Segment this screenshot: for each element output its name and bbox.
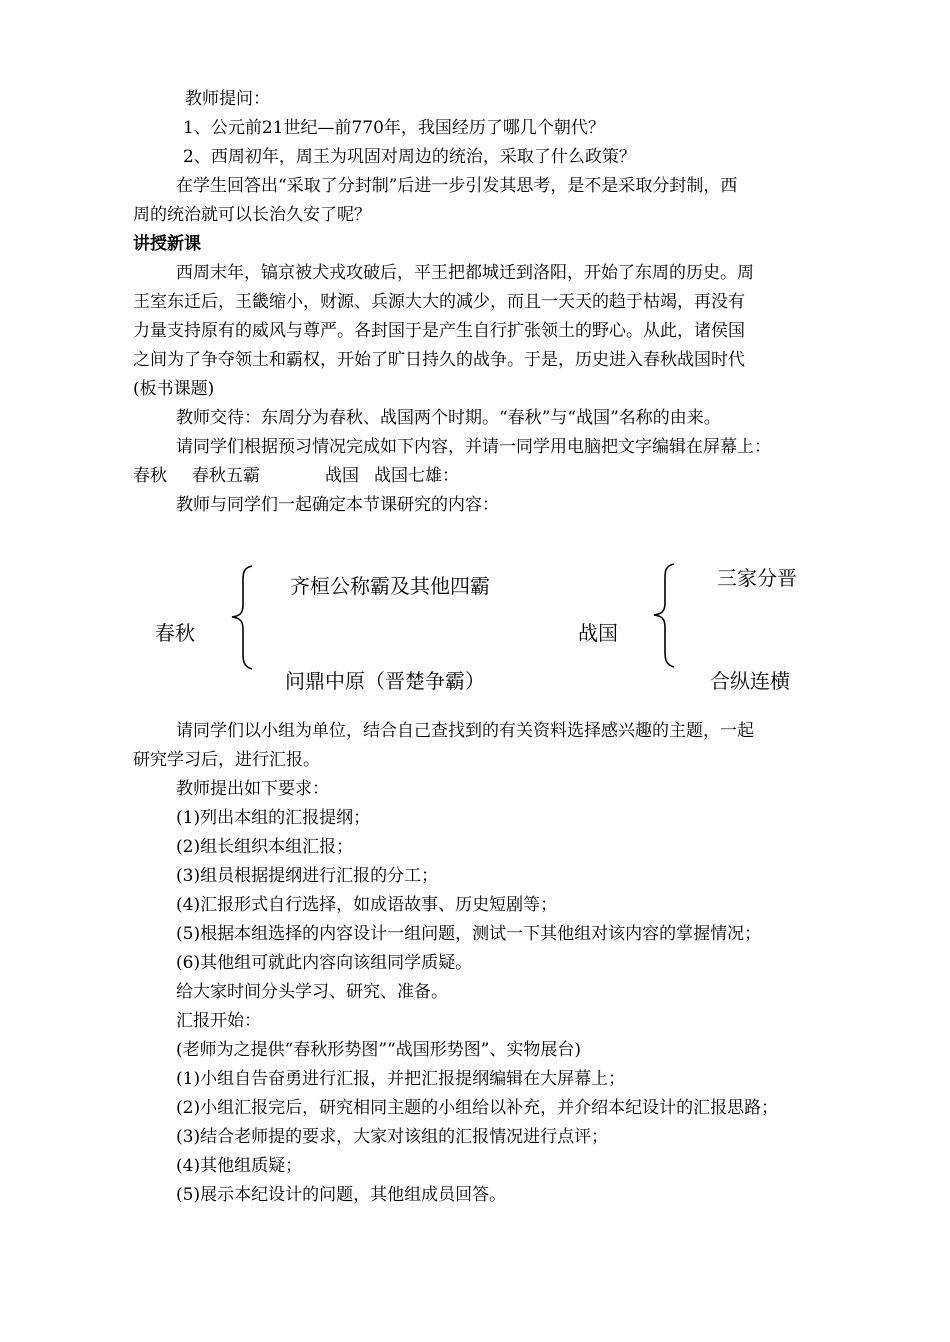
preparation-note: 给大家时间分头学习、研究、准备。 [176, 982, 448, 1002]
requirement-item: (2)组长组织本组汇报； [176, 837, 354, 857]
left-brace-icon [228, 565, 258, 670]
diagram-right-bottom: 合纵连横 [710, 669, 790, 693]
diagram-right-label: 战国 [578, 621, 618, 645]
paragraph-line: (板书课题) [133, 379, 215, 399]
fill-five-hegemons: 春秋五霸 [192, 466, 260, 486]
requirements-label: 教师提出如下要求： [176, 779, 329, 799]
report-step: (5)展示本纪设计的问题，其他组成员回答。 [176, 1185, 507, 1205]
paragraph-line: 王室东迁后，王畿缩小，财源、兵源大大的减少，而且一天天的趋于枯竭，再没有 [133, 292, 745, 312]
diagram-left-bottom: 问鼎中原（晋楚争霸） [285, 669, 485, 693]
research-content-intro: 教师与同学们一起确定本节课研究的内容： [176, 495, 499, 515]
fill-chunqiu: 春秋 [133, 466, 167, 486]
report-step: (3)结合老师提的要求，大家对该组的汇报情况进行点评； [176, 1127, 609, 1147]
requirement-item: (6)其他组可就此内容向该组同学质疑。 [176, 953, 473, 973]
question-1: 1、公元前21世纪—前770年，我国经历了哪几个朝代？ [183, 118, 605, 138]
paragraph-line: 西周末年，镐京被犬戎攻破后，平王把都城迁到洛阳，开始了东周的历史。周 [176, 263, 754, 283]
report-start: 汇报开始： [176, 1011, 261, 1031]
report-step: (4)其他组质疑； [176, 1156, 303, 1176]
report-step: (1)小组自告奋勇进行汇报，并把汇报提纲编辑在大屏幕上； [176, 1069, 626, 1089]
diagram-left-label: 春秋 [155, 621, 195, 645]
teacher-question-label: 教师提问： [185, 89, 270, 109]
right-brace-icon [650, 563, 680, 668]
follow-up-line-1: 在学生回答出“采取了分封制”后进一步引发其思考，是不是采取分封制，西 [176, 176, 738, 196]
question-2: 2、西周初年，周王为巩固对周边的统治，采取了什么政策？ [183, 147, 636, 167]
requirement-item: (4)汇报形式自行选择，如成语故事、历史短剧等； [176, 895, 558, 915]
teacher-explanation: 教师交待：东周分为春秋、战国两个时期。“春秋”与“战国”名称的由来。 [176, 408, 721, 428]
requirement-item: (1)列出本组的汇报提纲； [176, 808, 371, 828]
fill-seven-states: 战国七雄： [374, 466, 459, 486]
paragraph-line: 力量支持原有的威风与尊严。各封国于是产生自行扩张领土的野心。从此，诸侯国 [133, 321, 745, 341]
diagram-right-top: 三家分晋 [717, 566, 797, 590]
materials-note: (老师为之提供“春秋形势图”“战国形势图”、实物展台) [176, 1040, 582, 1060]
report-step: (2)小组汇报完后，研究相同主题的小组给以补充，并介绍本纪设计的汇报思路； [176, 1098, 779, 1118]
paragraph-line: 之间为了争夺领土和霸权，开始了旷日持久的战争。于是，历史进入春秋战国时代 [133, 350, 745, 370]
group-intro-line-1: 请同学们以小组为单位，结合自己查找到的有关资料选择感兴趣的主题，一起 [176, 721, 754, 741]
section-heading: 讲授新课 [133, 234, 201, 254]
student-task: 请同学们根据预习情况完成如下内容，并请一同学用电脑把文字编辑在屏幕上： [176, 437, 771, 457]
fill-zhanguo: 战国 [325, 466, 359, 486]
follow-up-line-2: 周的统治就可以长治久安了呢？ [133, 205, 371, 225]
requirement-item: (5)根据本组选择的内容设计一组问题，测试一下其他组对该内容的掌握情况； [176, 924, 762, 944]
group-intro-line-2: 研究学习后，进行汇报。 [133, 750, 320, 770]
requirement-item: (3)组员根据提纲进行汇报的分工； [176, 866, 439, 886]
diagram-left-top: 齐桓公称霸及其他四霸 [290, 574, 490, 598]
